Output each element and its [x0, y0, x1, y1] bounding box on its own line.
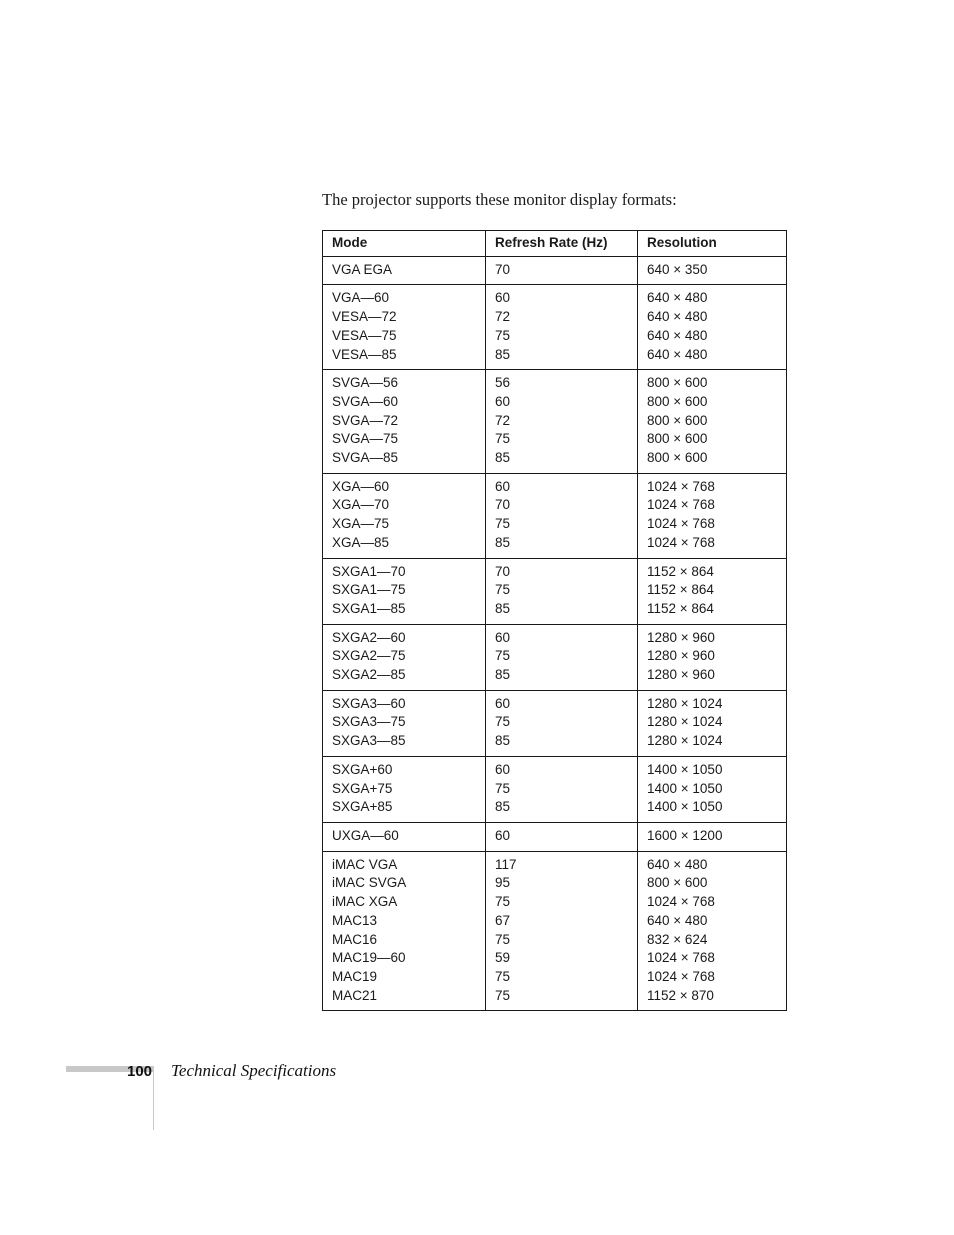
table-body	[323, 256, 787, 1011]
table-row	[323, 473, 787, 558]
cell-line: 59	[495, 950, 511, 966]
cell-line: MAC21	[332, 987, 378, 1003]
cell-line: 800 × 600	[647, 393, 708, 409]
mode-cell	[323, 473, 486, 558]
refresh-rate-cell	[486, 822, 638, 851]
cell-line: XGA—75	[332, 516, 390, 532]
cell-line: 1280 × 1024	[647, 733, 723, 749]
cell-line: SXGA3—60	[332, 695, 406, 711]
cell-line: SXGA3—85	[332, 733, 406, 749]
table-row	[323, 558, 787, 624]
table-row	[323, 256, 787, 285]
cell-line: 1600 × 1200	[647, 827, 723, 843]
cell-line: 1024 × 768	[647, 497, 715, 513]
mode-cell	[323, 256, 486, 285]
cell-line: XGA—70	[332, 497, 390, 513]
cell-line: 70	[495, 563, 511, 579]
cell-line: 1280 × 960	[647, 648, 715, 664]
cell-line: SVGA—75	[332, 431, 399, 447]
cell-line: 75	[495, 780, 511, 796]
refresh-rate-cell	[486, 624, 638, 690]
cell-line: 85	[495, 534, 511, 550]
cell-line: 1280 × 1024	[647, 695, 723, 711]
refresh-rate-cell	[486, 690, 638, 756]
cell-line: 75	[495, 894, 511, 910]
resolution-cell	[638, 473, 787, 558]
cell-line: 75	[495, 431, 511, 447]
cell-line: 70	[495, 261, 511, 277]
cell-line: 1400 × 1050	[647, 780, 723, 796]
cell-line: 1152 × 864	[647, 600, 714, 616]
resolution-cell	[638, 756, 787, 822]
cell-line: SVGA—85	[332, 450, 399, 466]
cell-line: 800 × 600	[647, 375, 708, 391]
cell-line: 56	[495, 375, 511, 391]
footer-rule	[153, 1066, 154, 1130]
cell-line: 800 × 600	[647, 412, 708, 428]
cell-line: 1024 × 768	[647, 968, 715, 984]
resolution-cell	[638, 851, 787, 1011]
refresh-rate-cell	[486, 285, 638, 370]
cell-line: VESA—85	[332, 346, 397, 362]
table-row	[323, 624, 787, 690]
cell-line: 640 × 480	[647, 327, 708, 343]
cell-line: 832 × 624	[647, 931, 708, 947]
refresh-rate-cell	[486, 558, 638, 624]
cell-line: 1024 × 768	[647, 894, 715, 910]
cell-line: 75	[495, 582, 511, 598]
cell-line: SXGA2—60	[332, 629, 406, 645]
cell-line: SVGA—56	[332, 375, 399, 391]
cell-line: SXGA2—75	[332, 648, 406, 664]
cell-line: 1280 × 960	[647, 629, 715, 645]
cell-line: iMAC XGA	[332, 894, 398, 910]
cell-line: iMAC SVGA	[332, 875, 407, 891]
table-row	[323, 822, 787, 851]
cell-line: 67	[495, 912, 511, 928]
cell-line: 640 × 480	[647, 912, 708, 928]
resolution-cell	[638, 256, 787, 285]
cell-line: 75	[495, 931, 511, 947]
cell-line: 1280 × 960	[647, 667, 715, 683]
cell-line: 1024 × 768	[647, 478, 715, 494]
resolution-cell	[638, 690, 787, 756]
mode-cell	[323, 285, 486, 370]
cell-line: 640 × 480	[647, 856, 708, 872]
cell-line: 1280 × 1024	[647, 714, 723, 730]
cell-line: 72	[495, 309, 511, 325]
cell-line: 1400 × 1050	[647, 799, 723, 815]
cell-line: 640 × 480	[647, 346, 708, 362]
cell-line: MAC16	[332, 931, 378, 947]
cell-line: 1400 × 1050	[647, 761, 723, 777]
section-title: Technical Specifications	[171, 1061, 337, 1080]
cell-line: 75	[495, 648, 511, 664]
cell-line: 800 × 600	[647, 450, 708, 466]
table-row	[323, 370, 787, 474]
cell-line: 1152 × 864	[647, 563, 714, 579]
header-refresh-rate: Refresh Rate (Hz)	[486, 231, 638, 257]
header-mode: Mode	[323, 231, 486, 257]
cell-line: 640 × 350	[647, 261, 708, 277]
refresh-rate-cell	[486, 851, 638, 1011]
refresh-rate-cell	[486, 756, 638, 822]
cell-line: SXGA+75	[332, 780, 393, 796]
cell-line: 75	[495, 987, 511, 1003]
cell-line: 85	[495, 600, 511, 616]
cell-line: 60	[495, 290, 511, 306]
refresh-rate-cell	[486, 256, 638, 285]
page-number: 100	[127, 1063, 153, 1080]
cell-line: 60	[495, 827, 511, 843]
display-formats-table	[322, 230, 787, 1011]
table-row	[323, 851, 787, 1011]
cell-line: 1024 × 768	[647, 534, 715, 550]
cell-line: 640 × 480	[647, 290, 708, 306]
cell-line: SXGA+85	[332, 799, 393, 815]
mode-cell	[323, 690, 486, 756]
cell-line: SVGA—60	[332, 393, 399, 409]
cell-line: 1024 × 768	[647, 516, 715, 532]
cell-line: 85	[495, 667, 511, 683]
cell-line: SXGA1—85	[332, 600, 406, 616]
cell-line: 800 × 600	[647, 431, 708, 447]
cell-line: VESA—72	[332, 309, 397, 325]
table-row	[323, 756, 787, 822]
mode-cell	[323, 558, 486, 624]
mode-cell	[323, 851, 486, 1011]
refresh-rate-cell	[486, 370, 638, 474]
cell-line: 800 × 600	[647, 875, 708, 891]
mode-cell	[323, 756, 486, 822]
cell-line: MAC19	[332, 968, 378, 984]
cell-line: iMAC VGA	[332, 856, 398, 872]
cell-line: 85	[495, 346, 511, 362]
resolution-cell	[638, 285, 787, 370]
cell-line: 75	[495, 968, 511, 984]
cell-line: SXGA1—70	[332, 563, 406, 579]
mode-cell	[323, 370, 486, 474]
cell-line: 75	[495, 714, 511, 730]
cell-line: 1152 × 864	[647, 582, 714, 598]
cell-line: 60	[495, 761, 511, 777]
cell-line: SXGA3—75	[332, 714, 406, 730]
cell-line: SXGA+60	[332, 761, 393, 777]
cell-line: 1024 × 768	[647, 950, 715, 966]
cell-line: 60	[495, 478, 511, 494]
refresh-rate-cell	[486, 473, 638, 558]
cell-line: MAC13	[332, 912, 378, 928]
header-resolution: Resolution	[638, 231, 787, 257]
resolution-cell	[638, 558, 787, 624]
resolution-cell	[638, 822, 787, 851]
cell-line: SXGA1—75	[332, 582, 406, 598]
mode-cell	[323, 624, 486, 690]
cell-line: 85	[495, 799, 511, 815]
cell-line: SVGA—72	[332, 412, 399, 428]
cell-line: UXGA—60	[332, 827, 399, 843]
cell-line: 75	[495, 327, 511, 343]
cell-line: 70	[495, 497, 511, 513]
cell-line: 85	[495, 733, 511, 749]
mode-cell	[323, 822, 486, 851]
cell-line: 1152 × 870	[647, 987, 714, 1003]
cell-line: VGA—60	[332, 290, 390, 306]
cell-line: XGA—60	[332, 478, 390, 494]
table-header-row	[323, 231, 787, 257]
cell-line: 640 × 480	[647, 309, 708, 325]
cell-line: 75	[495, 516, 511, 532]
cell-line: 85	[495, 450, 511, 466]
resolution-cell	[638, 624, 787, 690]
cell-line: VGA EGA	[332, 261, 393, 277]
intro-text: The projector supports these monitor display formats:	[322, 190, 677, 209]
cell-line: MAC19—60	[332, 950, 406, 966]
cell-line: 60	[495, 695, 511, 711]
cell-line: 72	[495, 412, 511, 428]
resolution-cell	[638, 370, 787, 474]
cell-line: 117	[495, 856, 517, 872]
table-row	[323, 285, 787, 370]
cell-line: 60	[495, 393, 511, 409]
table-row	[323, 690, 787, 756]
cell-line: 60	[495, 629, 511, 645]
cell-line: 95	[495, 875, 511, 891]
cell-line: XGA—85	[332, 534, 390, 550]
cell-line: SXGA2—85	[332, 667, 406, 683]
cell-line: VESA—75	[332, 327, 397, 343]
